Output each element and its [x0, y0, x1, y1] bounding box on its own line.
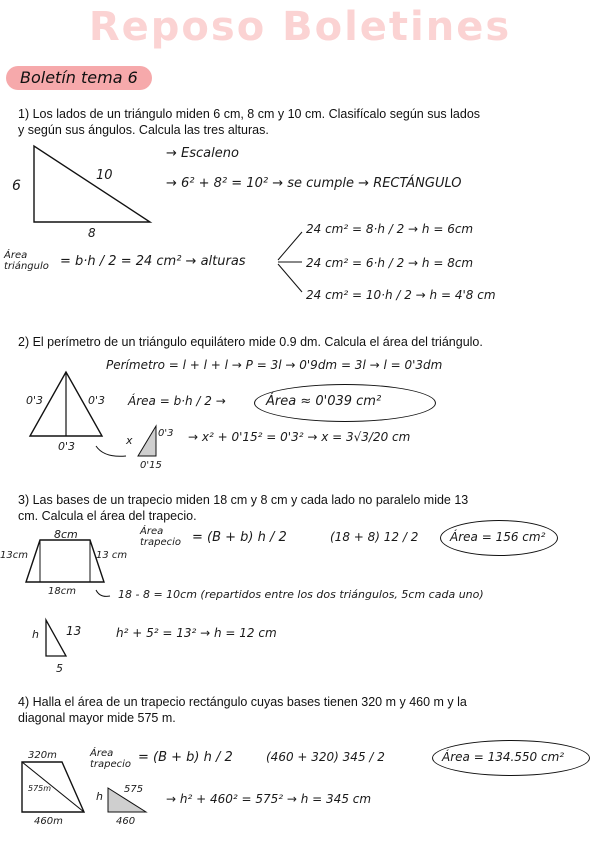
q2-side-bottom: 0'3: [58, 440, 76, 453]
q3-top-base: 8cm: [54, 528, 78, 541]
q3-tri-base: 5: [56, 662, 63, 675]
q4-result: Área = 134.550 cm²: [442, 750, 565, 764]
q1-area-label: Área triángulo: [4, 250, 49, 272]
q3-pythagoras: h² + 5² = 13² → h = 12 cm: [116, 626, 277, 640]
q3-trapezoid: [26, 540, 104, 582]
q3-small-triangle: [46, 620, 66, 656]
q3-difference: 18 - 8 = 10cm (repartidos entre los dos triángulos, 5cm cada uno): [118, 588, 484, 601]
q2-perimeter: Perímetro = l + l + l → P = 3l → 0'9dm = 3l → l = 0'3dm: [106, 358, 443, 372]
q1-side-left: 6: [12, 178, 21, 194]
q3-result: Área = 156 cm²: [450, 530, 546, 544]
q3-arrow-curve: [96, 590, 110, 596]
q2-half-triangle: [138, 426, 156, 456]
q3-tri-height: h: [32, 628, 39, 641]
q4-statement: 4) Halla el área de un trapecio rectángulo cuyas bases tienen 320 m y 460 m y la diagonal mayor mide 575 m.: [18, 695, 467, 725]
q2-pythagoras: → x² + 0'15² = 0'3² → x = 3√3/20 cm: [188, 430, 411, 444]
q2-arrow-curve: [96, 446, 126, 456]
q4-tri-base: 460: [116, 816, 136, 827]
q2-half-side: 0'15: [140, 460, 162, 471]
q1-branch-down: [278, 264, 302, 292]
q1-statement: 1) Los lados de un triángulo miden 6 cm, 8 cm y 10 cm. Clasifícalo según sus lados y según sus ángulos. Calcula las tres alturas.: [18, 107, 481, 137]
q2-small-side: 0'3: [158, 428, 174, 439]
q3-bottom-base: 18cm: [48, 586, 76, 597]
q2-x-label: x: [126, 434, 133, 447]
q1-height-1: 24 cm² = 8·h / 2 → h = 6cm: [306, 222, 474, 236]
q3-right-side: 13 cm: [96, 550, 128, 561]
q1-height-2: 24 cm² = 6·h / 2 → h = 8cm: [306, 256, 474, 270]
q2-result: Área ≈ 0'039 cm²: [266, 394, 382, 409]
q1-side-hyp: 10: [96, 168, 113, 183]
q4-bottom-base: 460m: [34, 816, 63, 827]
q2-area-formula: Área = b·h / 2 →: [128, 394, 226, 408]
q2-statement: 2) El perímetro de un triángulo equilátero mide 0.9 dm. Calcula el área del triángulo.: [18, 335, 483, 349]
q4-formula: = (B + b) h / 2: [138, 750, 233, 765]
page-title: Reposo Boletines: [88, 4, 512, 50]
q3-area-label: Área trapecio: [140, 526, 182, 548]
q3-left-side: 13cm: [0, 550, 28, 561]
q1-right-triangle: [34, 146, 150, 222]
q3-substitution: (18 + 8) 12 / 2: [330, 530, 419, 544]
q2-side-left: 0'3: [26, 394, 44, 407]
q1-height-3: 24 cm² = 10·h / 2 → h = 4'8 cm: [306, 288, 496, 302]
q4-tri-hyp: 575: [124, 784, 144, 795]
q4-diagonal-label: 575m: [28, 784, 52, 793]
q4-area-label: Área trapecio: [90, 748, 132, 770]
q4-substitution: (460 + 320) 345 / 2: [266, 750, 385, 764]
q1-pythagoras: → 6² + 8² = 10² → se cumple → RECTÁNGULO: [166, 176, 462, 191]
q1-area-formula: = b·h / 2 = 24 cm² → alturas: [60, 254, 246, 269]
q3-formula: = (B + b) h / 2: [192, 530, 287, 545]
q4-tri-height: h: [96, 790, 103, 803]
q3-tri-hyp: 13: [66, 624, 82, 638]
section-title: Boletín tema 6: [6, 66, 152, 90]
q3-statement: 3) Las bases de un trapecio miden 18 cm y 8 cm y cada lado no paralelo mide 13 cm. Calcula el área del trapecio.: [18, 493, 469, 523]
q1-side-bottom: 8: [88, 226, 96, 240]
q2-side-right: 0'3: [88, 394, 106, 407]
q1-escaleno: → Escaleno: [166, 146, 239, 161]
q4-pythagoras: → h² + 460² = 575² → h = 345 cm: [166, 792, 372, 806]
q1-branch-up: [278, 232, 302, 260]
q4-top-base: 320m: [28, 750, 57, 761]
